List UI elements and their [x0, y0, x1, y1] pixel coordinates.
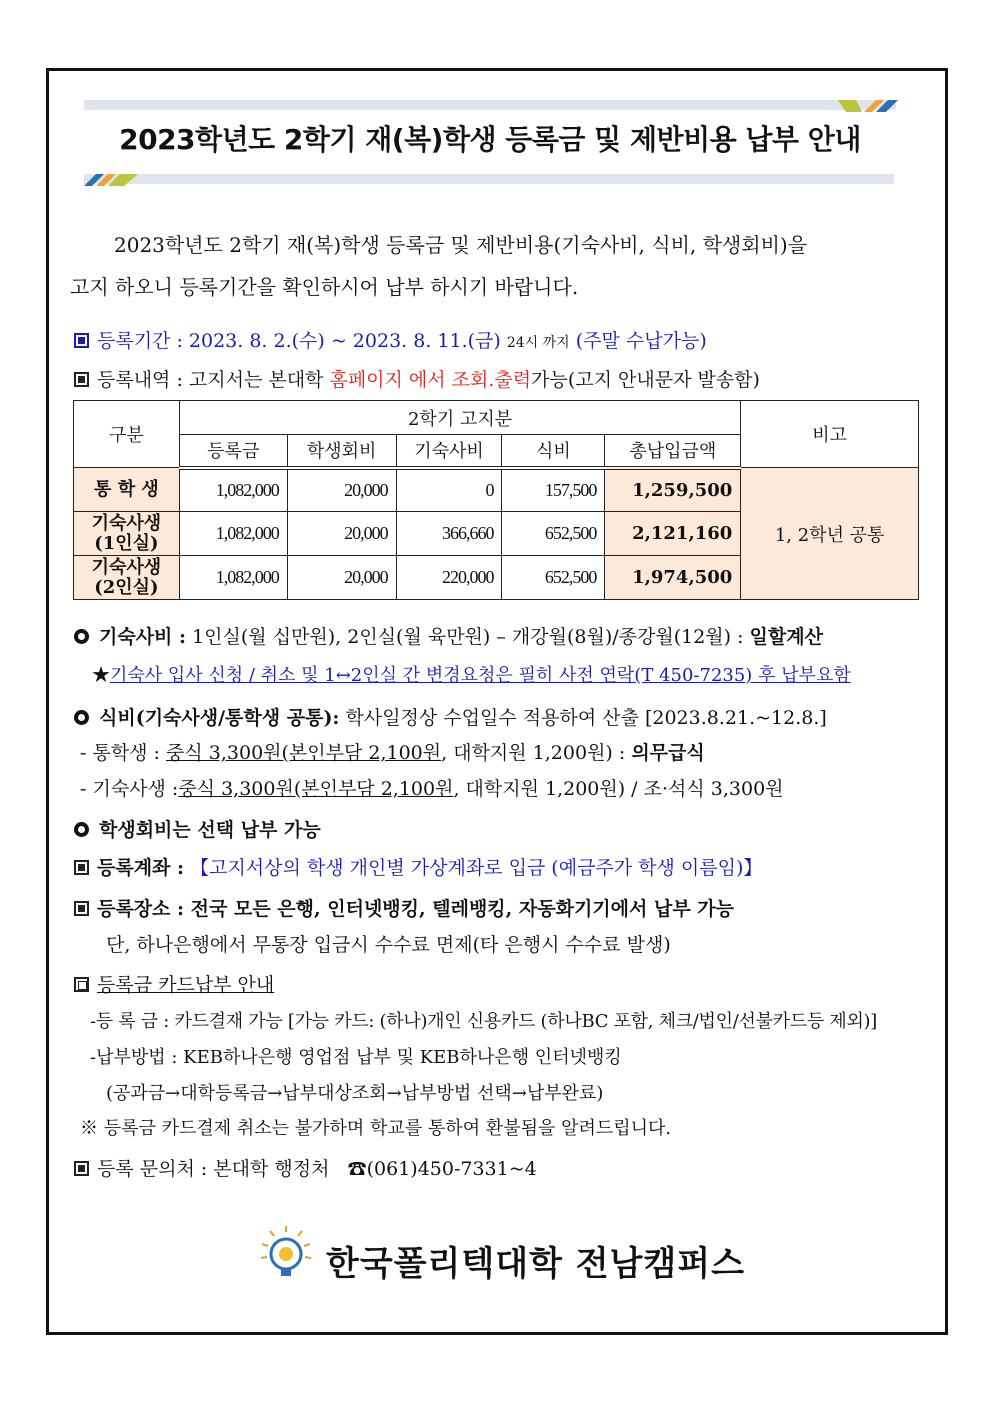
cell-dorm: 0	[396, 468, 502, 512]
dorm-notice: ★기숙사 입사 신청 / 취소 및 1↔2인실 간 변경요청은 필히 사전 연락(T 450-7235) 후 납부요함	[92, 665, 851, 686]
star-icon: ★	[92, 665, 110, 686]
header-tuition: 등록금	[179, 435, 287, 468]
header-dorm-fee: 기숙사비	[396, 435, 502, 468]
dorm-fee-info: 기숙사비 : 1인실(월 십만원), 2인실(월 육만원) – 개강월(8월)/종강월(12월) : 일할계산	[74, 622, 823, 649]
cell-meal: 157,500	[502, 468, 605, 512]
card-line-2: -납부방법 : KEB하나은행 영업점 납부 및 KEB하나은행 인터넷뱅킹	[90, 1047, 622, 1068]
council-fee-info: 학생회비는 선택 납부 가능	[74, 815, 321, 842]
place-info: 등록장소 : 전국 모든 은행, 인터넷뱅킹, 텔레뱅킹, 자동화기기에서 납부 가능	[74, 894, 734, 921]
header-group: 2학기 고지분	[179, 401, 740, 435]
square-outline-bullet-icon	[74, 977, 89, 992]
cell-total: 1,974,500	[605, 556, 741, 600]
period-deadline-small: 24시 까지	[506, 335, 570, 351]
cell-meal: 652,500	[502, 512, 605, 556]
intro-line-1: 2023학년도 2학기 재(복)학생 등록금 및 제반비용(기숙사비, 식비, 학생회비)을	[114, 233, 808, 257]
period-weekend: (주말 수납가능)	[575, 330, 707, 352]
card-warning: ※ 등록금 카드결제 취소는 불가하며 학교를 통하여 환불됨을 알려드립니다.	[80, 1118, 672, 1139]
square-bullet-icon	[74, 901, 89, 916]
title-bar-bottom	[84, 174, 894, 184]
square-bullet-icon	[74, 860, 89, 875]
title-bar-top	[84, 100, 896, 110]
row-category: 기숙사생 (2인실)	[74, 556, 180, 600]
campus-name: 한국폴리텍대학 전남캠퍼스	[326, 1244, 745, 1284]
registration-period: 등록기간 : 2023. 8. 2.(수) ~ 2023. 8. 11.(금) 24시 까지 (주말 수납가능)	[74, 326, 707, 353]
header-total: 총납입금액	[605, 435, 741, 468]
cell-council: 20,000	[287, 512, 396, 556]
place-sub: 단, 하나은행에서 무통장 입금시 수수료 면제(타 은행시 수수료 발생)	[106, 934, 671, 956]
square-bullet-icon	[74, 372, 89, 387]
registration-details: 등록내역 : 고지서는 본대학 홈페이지 에서 조회.출력가능(고지 안내문자 발송함)	[74, 365, 760, 392]
row-category: 기숙사생 (1인실)	[74, 512, 180, 556]
contact-info: 등록 문의처 : 본대학 행정처 ☎(061)450-7331~4	[74, 1154, 537, 1181]
page-title: 2023학년도 2학기 재(복)학생 등록금 및 제반비용 납부 안내	[119, 123, 861, 156]
square-bullet-icon	[74, 1161, 89, 1176]
meal-commuter: - 통학생 : 중식 3,300원(본인부담 2,100원, 대학지원 1,200원) : 의무급식	[80, 742, 705, 764]
cell-total: 1,259,500	[605, 468, 741, 512]
note-cell: 1, 2학년 공통	[741, 468, 919, 600]
circle-bullet-icon	[74, 710, 89, 725]
meal-info: 식비(기숙사생/통학생 공통): 학사일정상 수업일수 적용하여 산출 [2023.8.21.~12.8.]	[74, 703, 827, 730]
decor-top-right-icon	[838, 100, 898, 112]
card-line-3: (공과금→대학등록금→납부대상조회→납부방법 선택→납부완료)	[106, 1083, 604, 1104]
cell-council: 20,000	[287, 556, 396, 600]
cell-tuition: 1,082,000	[179, 556, 287, 600]
cell-total: 2,121,160	[605, 512, 741, 556]
intro-paragraph	[70, 224, 920, 308]
account-info: 등록계좌 : 【고지서상의 학생 개인별 가상계좌로 입금 (예금주가 학생 이름임)】	[74, 853, 762, 880]
polytech-logo-icon	[256, 1222, 316, 1282]
meal-dorm: - 기숙사생 :중식 3,300원(본인부담 2,100원, 대학지원 1,200원) / 조·석식 3,300원	[80, 778, 784, 800]
cell-council: 20,000	[287, 468, 396, 512]
header-meal-fee: 식비	[502, 435, 605, 468]
header-note: 비고	[741, 401, 919, 468]
decor-bottom-left-icon	[84, 174, 144, 186]
phone-icon: ☎	[347, 1158, 367, 1180]
homepage-highlight: 홈페이지 에서 조회.출력	[329, 369, 532, 391]
cell-tuition: 1,082,000	[179, 512, 287, 556]
table-row	[74, 468, 919, 512]
cell-dorm: 220,000	[396, 556, 502, 600]
intro-line-2: 고지 하오니 등록기간을 확인하시어 납부 하시기 바랍니다.	[70, 275, 579, 299]
cell-tuition: 1,082,000	[179, 468, 287, 512]
fee-table	[73, 400, 919, 600]
row-category: 통 학 생	[74, 468, 180, 512]
card-info: 등록금 카드납부 안내	[74, 970, 274, 997]
header-council-fee: 학생회비	[287, 435, 396, 468]
square-bullet-icon	[74, 333, 89, 348]
card-line-1: -등 록 금 : 카드결재 가능 [가능 카드: (하나)개인 신용카드 (하나BC 포함, 체크/법인/선불카드등 제외)]	[90, 1011, 877, 1032]
cell-dorm: 366,660	[396, 512, 502, 556]
cell-meal: 652,500	[502, 556, 605, 600]
header-category: 구분	[74, 401, 180, 468]
circle-bullet-icon	[74, 822, 89, 837]
circle-bullet-icon	[74, 629, 89, 644]
